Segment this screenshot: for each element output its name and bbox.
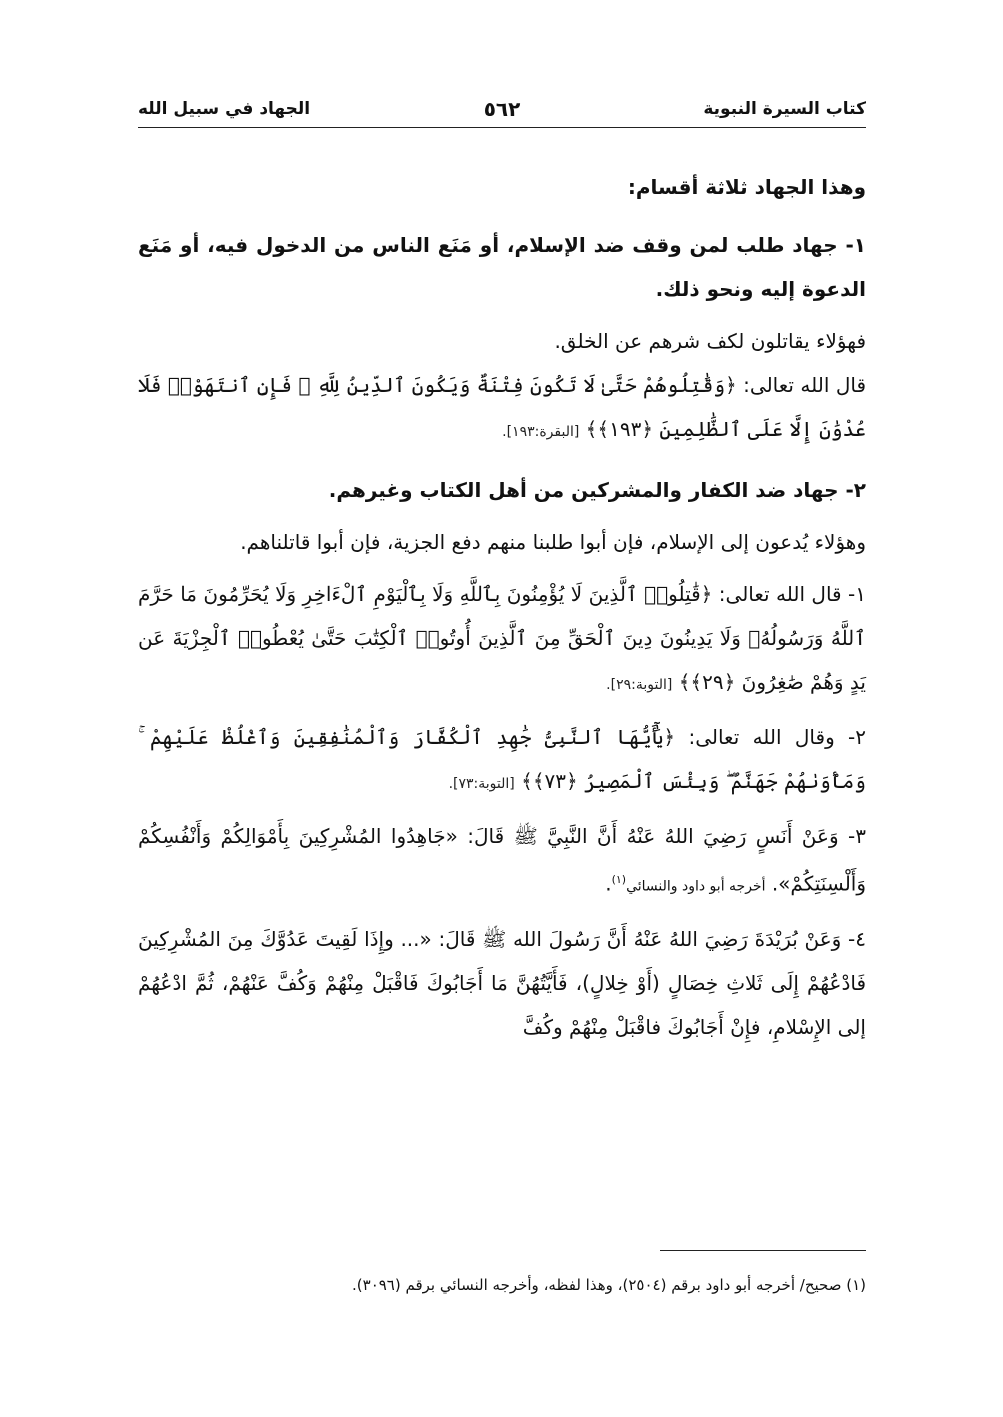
- verse-lead: ١- قال الله تعالى:: [712, 582, 866, 606]
- hadith-source: أخرجه أبو داود والنسائي: [626, 878, 766, 895]
- verse-reference: [البقرة:١٩٣].: [502, 424, 580, 440]
- evidence-4: ٤- وَعَنْ بُرَيْدَةَ رَضِيَ اللهُ عَنْهُ أَنَّ رَسُولَ الله ﷺ قَالَ: «... وإِذَا لَقِيتَ عَدُوَّكَ مِنَ المُشْرِكِينَ فَادْعُهُمْ إِلَى ثَلاثِ خِصَالٍ (أَوْ خِلالٍ)، فَأَيَّتُهُنَّ مَا أَجَابُوكَ فَاقْبَلْ مِنْهُمْ وَكُفَّ عَنْهُمْ، ثُمَّ ادْعُهُمْ إلى الإِسْلامِ، فإِنْ أَجَابُوكَ فاقْبَلْ مِنْهُمْ وكُفَّ: [138, 926, 866, 1039]
- quran-verse: ﴿يَٰٓأَيُّهَا ٱلنَّبِىُّ جَٰهِدِ ٱلْكُفَّارَ وَٱلْمُنَٰفِقِينَ وَٱغْلُظْ عَلَيْهِمْ ۚ وَمَأْوَىٰهُمْ جَهَنَّمُ ۖ وَبِئْسَ ٱلْمَصِيرُ ﴿٧٣﴾﴾: [138, 725, 866, 793]
- page-body: [138, 165, 866, 1049]
- evidence-1: [138, 572, 866, 707]
- item-1-note: فهؤلاء يقاتلون لكف شرهم عن الخلق.: [554, 329, 866, 353]
- page-number: ٥٦٢: [483, 97, 521, 121]
- quran-verse: ﴿وَقَٰتِلُوهُمْ حَتَّىٰ لَا تَكُونَ فِتْنَةٌ وَيَكُونَ ٱلدِّينُ لِلَّهِ ۖ فَإِنِ ٱنتَهَوْا۟ فَلَا عُدْوَٰنَ إِلَّا عَلَى ٱلظَّٰلِمِينَ ﴿١٩٣﴾﴾: [138, 373, 866, 441]
- header-divider: [138, 127, 866, 128]
- footnote-marker: (١): [611, 873, 627, 886]
- item-1-title: ١- جهاد طلب لمن وقف ضد الإسلام، أو مَنَع الناس من الدخول فيه، أو مَنَع الدعوة إليه ونحو ذلك.: [138, 233, 866, 301]
- evidence-2: [138, 715, 866, 806]
- verse-reference: [التوبة:٢٩].: [606, 677, 673, 693]
- verse-reference: [التوبة:٧٣].: [448, 776, 515, 792]
- evidence-3: ٣- وَعَنْ أَنَسٍ رَضِيَ اللهُ عَنْهُ أَنَّ النَّبِيَّ ﷺ قَالَ: «جَاهِدُوا المُشْرِكِينَ بِأَمْوَالِكُمْ وَأَنْفُسِكُمْ وَأَلْسِنَتِكُمْ». أخرجه أبو داود والنسائي$^{(١)}$.: [138, 824, 866, 896]
- quran-verse: ﴿قَٰتِلُوا۟ ٱلَّذِينَ لَا يُؤْمِنُونَ بِٱللَّهِ وَلَا بِٱلْيَوْمِ ٱلْءَاخِرِ وَلَا يُحَرِّمُونَ مَا حَرَّمَ ٱللَّهُ وَرَسُولُهُۥ وَلَا يَدِينُونَ دِينَ ٱلْحَقِّ مِنَ ٱلَّذِينَ أُوتُوا۟ ٱلْكِتَٰبَ حَتَّىٰ يُعْطُوا۟ ٱلْجِزْيَةَ عَن يَدٍ وَهُمْ صَٰغِرُونَ ﴿٢٩﴾﴾: [138, 582, 866, 694]
- verse-lead: ٢- وقال الله تعالى:: [675, 725, 866, 749]
- section-intro: وهذا الجهاد ثلاثة أقسام:: [627, 175, 866, 199]
- running-header: [138, 96, 866, 126]
- verse-lead: قال الله تعالى:: [736, 373, 867, 397]
- footnote: (١) صحيح/ أخرجه أبو داود برقم (٢٥٠٤)، وهذا لفظه، وأخرجه النسائي برقم (٣٠٩٦).: [352, 1276, 866, 1294]
- footnote-divider: [660, 1250, 866, 1251]
- book-title: كتاب السيرة النبوية: [703, 99, 866, 119]
- item-1-verse: [138, 363, 866, 454]
- chapter-title: الجهاد في سبيل الله: [138, 99, 311, 119]
- item-2-title: ٢- جهاد ضد الكفار والمشركين من أهل الكتاب وغيرهم.: [328, 478, 866, 502]
- item-2-note: وهؤلاء يُدعون إلى الإسلام، فإن أبوا طلبنا منهم دفع الجزية، فإن أبوا قاتلناهم.: [240, 530, 866, 554]
- hadith-text: ٣- وَعَنْ أَنَسٍ رَضِيَ اللهُ عَنْهُ أَنَّ النَّبِيَّ ﷺ قَالَ: «جَاهِدُوا المُشْرِكِينَ بِأَمْوَالِكُمْ وَأَنْفُسِكُمْ وَأَلْسِنَتِكُمْ».: [138, 824, 866, 896]
